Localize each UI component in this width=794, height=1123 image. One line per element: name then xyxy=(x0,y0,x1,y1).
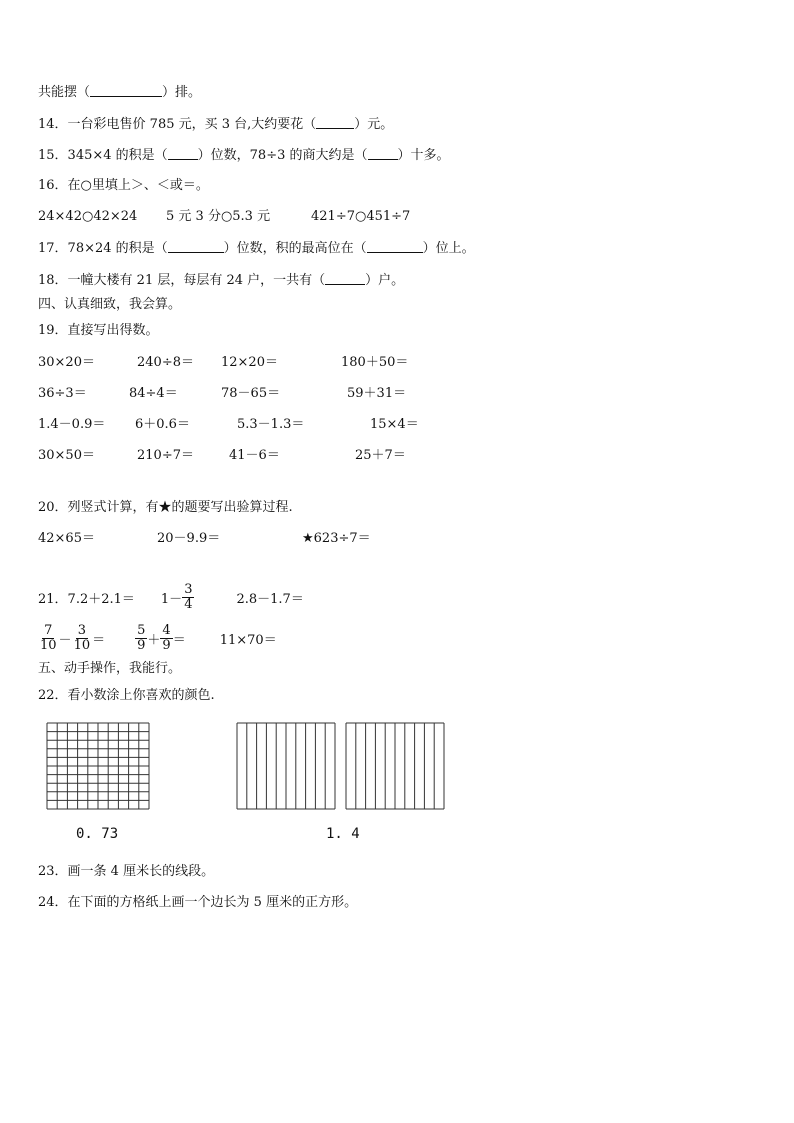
fraction: $\frac{3}{10}$ xyxy=(73,622,91,653)
question-19: 19．直接写出得数。 xyxy=(38,323,159,338)
compare-item-2: 5 元 3 分○5.3 元 xyxy=(166,209,271,224)
fraction: $\frac{5}{9}$ xyxy=(137,622,146,653)
section-5-heading: 五、动手操作，我能行。 xyxy=(38,661,182,676)
calc-item: 1.4－0.9＝ xyxy=(38,417,106,432)
calc-item: 5.3－1.3＝ xyxy=(237,417,305,432)
fraction: $\frac{3}{4}$ xyxy=(184,581,193,612)
fraction: $\frac{7}{10}$ xyxy=(40,622,57,653)
fraction: $\frac{4}{9}$ xyxy=(162,622,171,653)
question-15: 15．345×4 的积是（ ）位数，78÷3 的商大约是（ ）十多。 xyxy=(38,148,450,163)
question-17: 17．78×24 的积是（ ）位数，积的最高位在（ ）位上。 xyxy=(38,241,475,256)
calc-item: 84÷4＝ xyxy=(129,386,178,401)
answer-blank[interactable] xyxy=(367,240,423,253)
vertical-calc-item: 20－9.9＝ xyxy=(157,531,221,546)
calc-item: 30×50＝ xyxy=(38,448,95,463)
compare-item-3: 421÷7○451÷7 xyxy=(311,209,411,224)
question-24: 24．在下面的方格纸上画一个边长为 5 厘米的正方形。 xyxy=(38,895,358,910)
decimal-label-right: 1. 4 xyxy=(326,826,360,842)
question-21-row-1 xyxy=(38,580,304,614)
question-14: 14．一台彩电售价 785 元，买 3 台,大约要花（ ）元。 xyxy=(38,117,394,132)
answer-blank[interactable] xyxy=(316,116,354,129)
calc-item: 78－65＝ xyxy=(221,386,281,401)
answer-blank[interactable] xyxy=(90,84,162,97)
compare-item-1: 24×42○42×24 xyxy=(38,209,138,224)
answer-blank[interactable] xyxy=(368,147,398,160)
calc-item: 180＋50＝ xyxy=(341,355,409,370)
calc-item: 6＋0.6＝ xyxy=(135,417,190,432)
tenths-strip-grid-2[interactable] xyxy=(345,722,445,810)
vertical-calc-item: ★623÷7＝ xyxy=(302,531,371,546)
question-18: 18．一幢大楼有 21 层，每层有 24 户，一共有（ ）户。 xyxy=(38,273,405,288)
calc-item: 41－6＝ xyxy=(229,448,280,463)
question-16: 16．在○里填上＞、＜或＝。 xyxy=(38,178,209,193)
question-21-row-2: $\frac{7}{10}$ － $\frac{3}{10}$ ＝ $\frac{5}{9}$ ＋ $\frac{4}{9}$ ＝ 11×70＝ xyxy=(40,622,277,653)
question-22: 22．看小数涂上你喜欢的颜色. xyxy=(38,688,215,703)
calc-item: 15×4＝ xyxy=(370,417,419,432)
question-23: 23．画一条 4 厘米长的线段。 xyxy=(38,864,215,879)
calc-item: 2.8－1.7＝ xyxy=(236,591,304,607)
hundred-square-grid[interactable] xyxy=(46,722,150,810)
calc-item: 59＋31＝ xyxy=(347,386,407,401)
continued-question-line: 共能摆（ ）排。 xyxy=(38,85,202,100)
answer-blank[interactable] xyxy=(168,240,224,253)
calc-item-fraction: 1－ $\frac{3}{4}$ xyxy=(160,581,193,612)
decimal-label-left: 0. 73 xyxy=(76,826,119,842)
calc-item: 7.2＋2.1＝ xyxy=(67,591,135,607)
answer-blank[interactable] xyxy=(325,272,365,285)
calc-item: 25＋7＝ xyxy=(355,448,406,463)
question-20: 20．列竖式计算，有★的题要写出验算过程. xyxy=(38,500,293,515)
answer-blank[interactable] xyxy=(168,147,198,160)
calc-item: 36÷3＝ xyxy=(38,386,87,401)
tenths-strip-grid-1[interactable] xyxy=(236,722,336,810)
calc-item: 240÷8＝ xyxy=(137,355,194,370)
question-21-label: 21． xyxy=(38,591,68,607)
section-4-heading: 四、认真细致，我会算。 xyxy=(38,297,182,312)
calc-item: 11×70＝ xyxy=(219,632,277,648)
calc-item: 210÷7＝ xyxy=(137,448,194,463)
calc-item: 30×20＝ xyxy=(38,355,95,370)
vertical-calc-item: 42×65＝ xyxy=(38,531,95,546)
calc-item: 12×20＝ xyxy=(221,355,278,370)
